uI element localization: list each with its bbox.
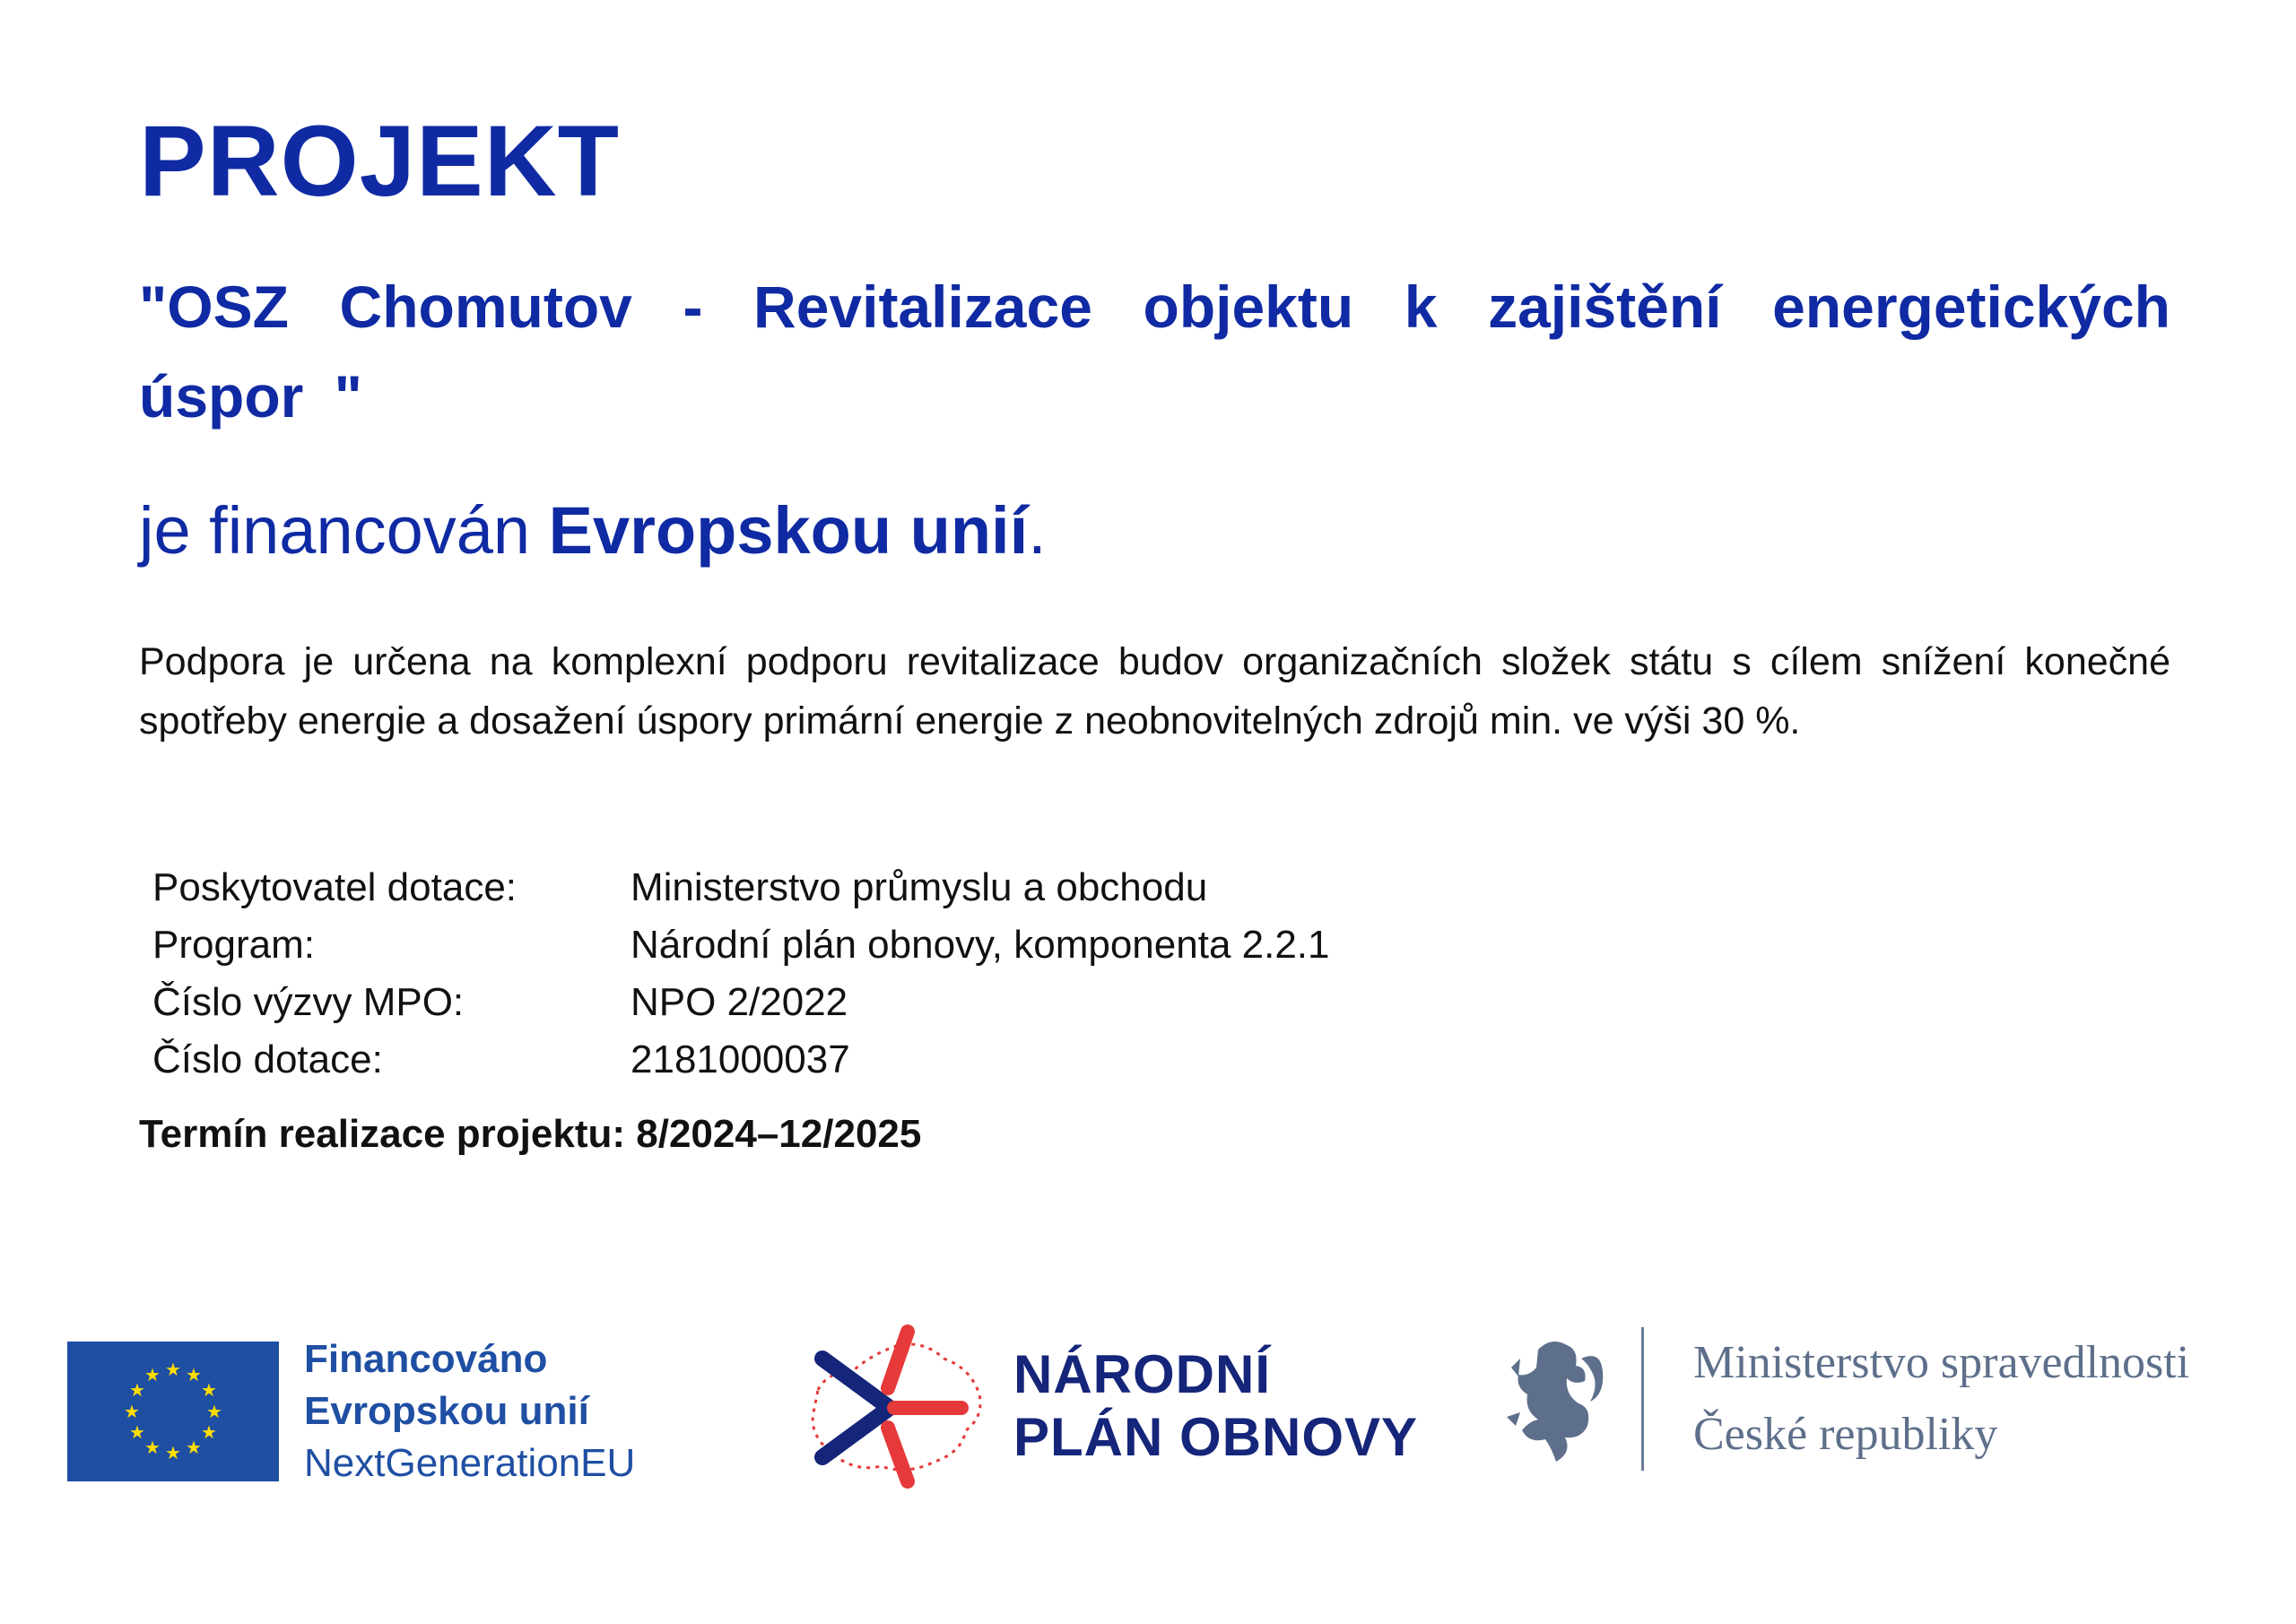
detail-label: Číslo dotace: <box>152 1038 383 1081</box>
ministry-line1: Ministerstvo spravedlnosti <box>1693 1337 2190 1388</box>
detail-row-provider <box>152 859 1330 916</box>
svg-text:★: ★ <box>129 1421 145 1443</box>
funding-bold: Evropskou unií <box>548 493 1029 568</box>
funding-prefix: je financován <box>139 493 549 568</box>
svg-text:★: ★ <box>201 1379 217 1401</box>
project-name: "OSZ Chomutov - Revitalizace objektu k zajištění energetických úspor " <box>139 274 2170 430</box>
lion-icon <box>1502 1332 1610 1466</box>
detail-value: Národní plán obnovy, komponenta 2.2.1 <box>631 923 1330 967</box>
ministry-logo-text <box>1693 1327 2189 1471</box>
detail-label: Program: <box>152 923 315 967</box>
svg-text:★: ★ <box>201 1421 217 1443</box>
ministry-logo <box>1502 1327 2189 1471</box>
npo-line1: NÁRODNÍ <box>1013 1344 1271 1404</box>
details-list <box>152 859 1330 1089</box>
npo-logo <box>791 1318 1418 1494</box>
detail-label: Poskytovatel dotace: <box>152 865 517 909</box>
detail-value: 2181000037 <box>631 1038 850 1081</box>
npo-arrow-icon <box>791 1318 988 1494</box>
project-description: Podpora je určena na komplexní podporu revitalizace budov organizačních složek státu s cílem snížení konečné spotřeby energie a dosažení úspory primární energie z neobnovitelných zdrojů min. ve výši 30 %. <box>139 640 2170 743</box>
npo-line2: PLÁN OBNOVY <box>1013 1407 1419 1467</box>
svg-text:★: ★ <box>144 1364 161 1385</box>
project-term: Termín realizace projektu: 8/2024–12/2025 <box>139 1112 922 1156</box>
svg-text:★: ★ <box>124 1401 140 1422</box>
eu-logo-text <box>304 1333 635 1489</box>
npo-logo-text <box>1013 1343 1418 1469</box>
svg-text:★: ★ <box>165 1442 181 1463</box>
svg-text:★: ★ <box>186 1437 202 1458</box>
ministry-line2: České republiky <box>1693 1409 1998 1460</box>
detail-row-call-number <box>152 974 1330 1031</box>
svg-text:★: ★ <box>206 1401 222 1422</box>
svg-text:★: ★ <box>186 1364 202 1385</box>
eu-line1: Financováno <box>304 1337 548 1381</box>
svg-text:★: ★ <box>144 1437 161 1458</box>
ministry-divider <box>1641 1327 1644 1471</box>
svg-text:★: ★ <box>165 1359 181 1380</box>
funding-statement <box>139 491 1047 571</box>
eu-flag-icon <box>67 1342 279 1481</box>
eu-logo <box>67 1333 635 1489</box>
eu-line3: NextGenerationEU <box>304 1441 636 1485</box>
svg-text:★: ★ <box>129 1379 145 1401</box>
detail-label: Číslo výzvy MPO: <box>152 980 465 1024</box>
detail-value: Ministerstvo průmyslu a obchodu <box>631 865 1208 909</box>
funding-suffix: . <box>1028 493 1047 568</box>
detail-value: NPO 2/2022 <box>631 980 848 1024</box>
page-title: PROJEKT <box>139 105 620 217</box>
detail-row-program <box>152 916 1330 974</box>
detail-row-grant-number <box>152 1031 1330 1089</box>
eu-line2: Evropskou unií <box>304 1389 589 1433</box>
